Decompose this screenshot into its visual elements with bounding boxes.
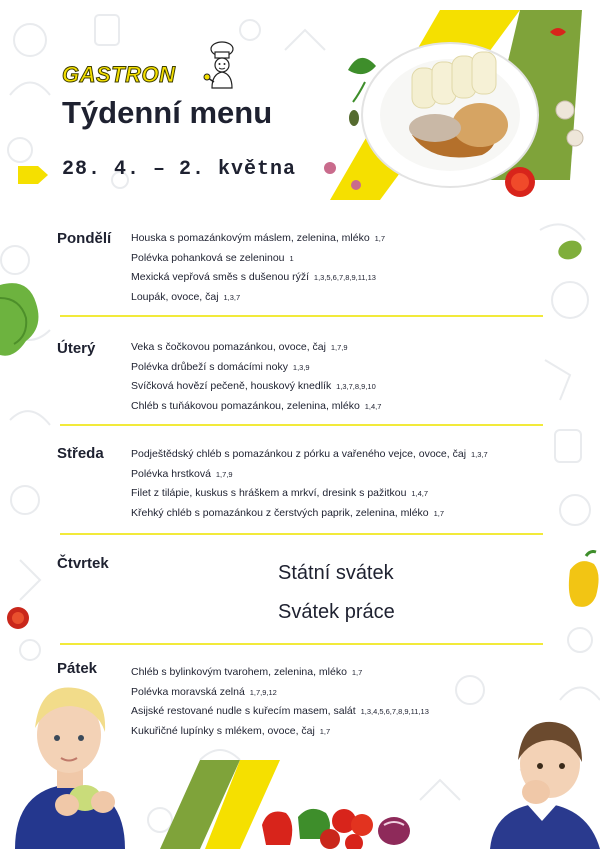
page-title: Týdenní menu [62,95,273,130]
meal-list-wednesday [131,445,488,523]
day-divider [60,315,543,317]
meal-item: Mexická vepřová směs s dušenou rýží 1,3,5,6,7,8,9,11,13 [131,271,376,283]
chef-mascot-icon [200,40,244,92]
lettuce-image [0,280,42,358]
meal-item: Polévka pohanková se zeleninou 1 [131,251,294,264]
meal-item: Svíčková hovězí pečeně, houskový knedlík 1,3,7,8,9,10 [131,380,376,392]
green-pepper-piece-image [555,235,585,265]
yellow-pepper-image [564,550,600,612]
vegetables-image [258,795,418,849]
meal-item: Houska s pomazánkovým máslem, zelenina, mléko 1,7 [131,232,386,244]
child-girl-image [470,720,600,849]
meal-item: Filet z tilápie, kuskus s hráškem a mrkví, dresink s pažitkou 1,4,7 [131,487,429,499]
tomato-slice-image [5,605,31,631]
allergen-codes: 1,7,9,12 [249,687,277,697]
meal-item: Kukuřičné lupínky s mlékem, ovoce, čaj 1,7 [131,724,331,737]
day-label-thursday: Čtvrtek [57,555,109,572]
meal-item: Chléb s tuňákovou pomazánkou, zelenina, mléko 1,4,7 [131,399,382,412]
allergen-codes: 1,3,7 [223,292,241,302]
allergen-codes: 1,3,7,8,9,10 [336,382,376,391]
meal-item: Křehký chléb s pomazánkou z čerstvých paprik, zelenina, mléko 1,7 [131,506,444,519]
allergen-codes: 1,7 [351,668,363,677]
meal-item: Polévka hrstková 1,7,9 [131,467,233,480]
day-divider [60,424,543,426]
meal-item: Polévka drůbeží s domácími noky 1,3,9 [131,360,310,373]
meal-item: Loupák, ovoce, čaj 1,3,7 [131,290,241,303]
day-label-friday: Pátek [57,660,98,677]
allergen-codes: 1,4,7 [411,489,429,498]
day-divider [60,643,543,645]
holiday-state: Státní svátek [278,562,394,584]
meal-item: Podještědský chléb s pomazánkou z pórku a vařeného vejce, ovoce, čaj 1,3,7 [131,448,488,460]
allergen-codes: 1,3,7 [470,450,488,459]
meal-list-friday [131,663,429,741]
allergen-codes: 1,4,7 [364,401,382,411]
allergen-codes: 1,3,9 [292,362,310,372]
allergen-codes: 1,7,9 [330,343,348,352]
meal-item: Veka s čočkovou pomazánkou, ovoce, čaj 1,7,9 [131,341,348,353]
allergen-codes: 1,7 [374,234,386,243]
plate-food-image [320,10,600,215]
date-arrow-icon [18,166,48,184]
day-label-monday: Pondělí [57,230,112,247]
allergen-codes: 1,3,5,6,7,8,9,11,13 [313,273,376,282]
meal-item: Asijské restované nudle s kuřecím masem, salát 1,3,4,5,6,7,8,9,11,13 [131,705,429,717]
child-boy-image [5,680,135,849]
holiday-name: Svátek práce [278,601,395,623]
date-range: 28. 4. – 2. května [62,158,297,181]
meal-list-tuesday [131,338,381,416]
meal-list-monday [131,229,385,307]
meal-item: Chléb s bylinkovým tvarohem, zelenina, mléko 1,7 [131,666,363,678]
gastron-logo: GASTRON [62,62,176,87]
allergen-codes: 1,7 [433,508,444,518]
allergen-codes: 1,7,9 [215,469,233,479]
allergen-codes: 1,7 [319,726,331,736]
day-label-tuesday: Úterý [57,340,96,357]
day-divider [60,533,543,535]
allergen-codes: 1,3,4,5,6,7,8,9,11,13 [360,707,429,716]
day-label-wednesday: Středa [57,445,104,462]
meal-item: Polévka moravská zelná 1,7,9,12 [131,685,277,698]
allergen-codes: 1 [289,253,294,263]
